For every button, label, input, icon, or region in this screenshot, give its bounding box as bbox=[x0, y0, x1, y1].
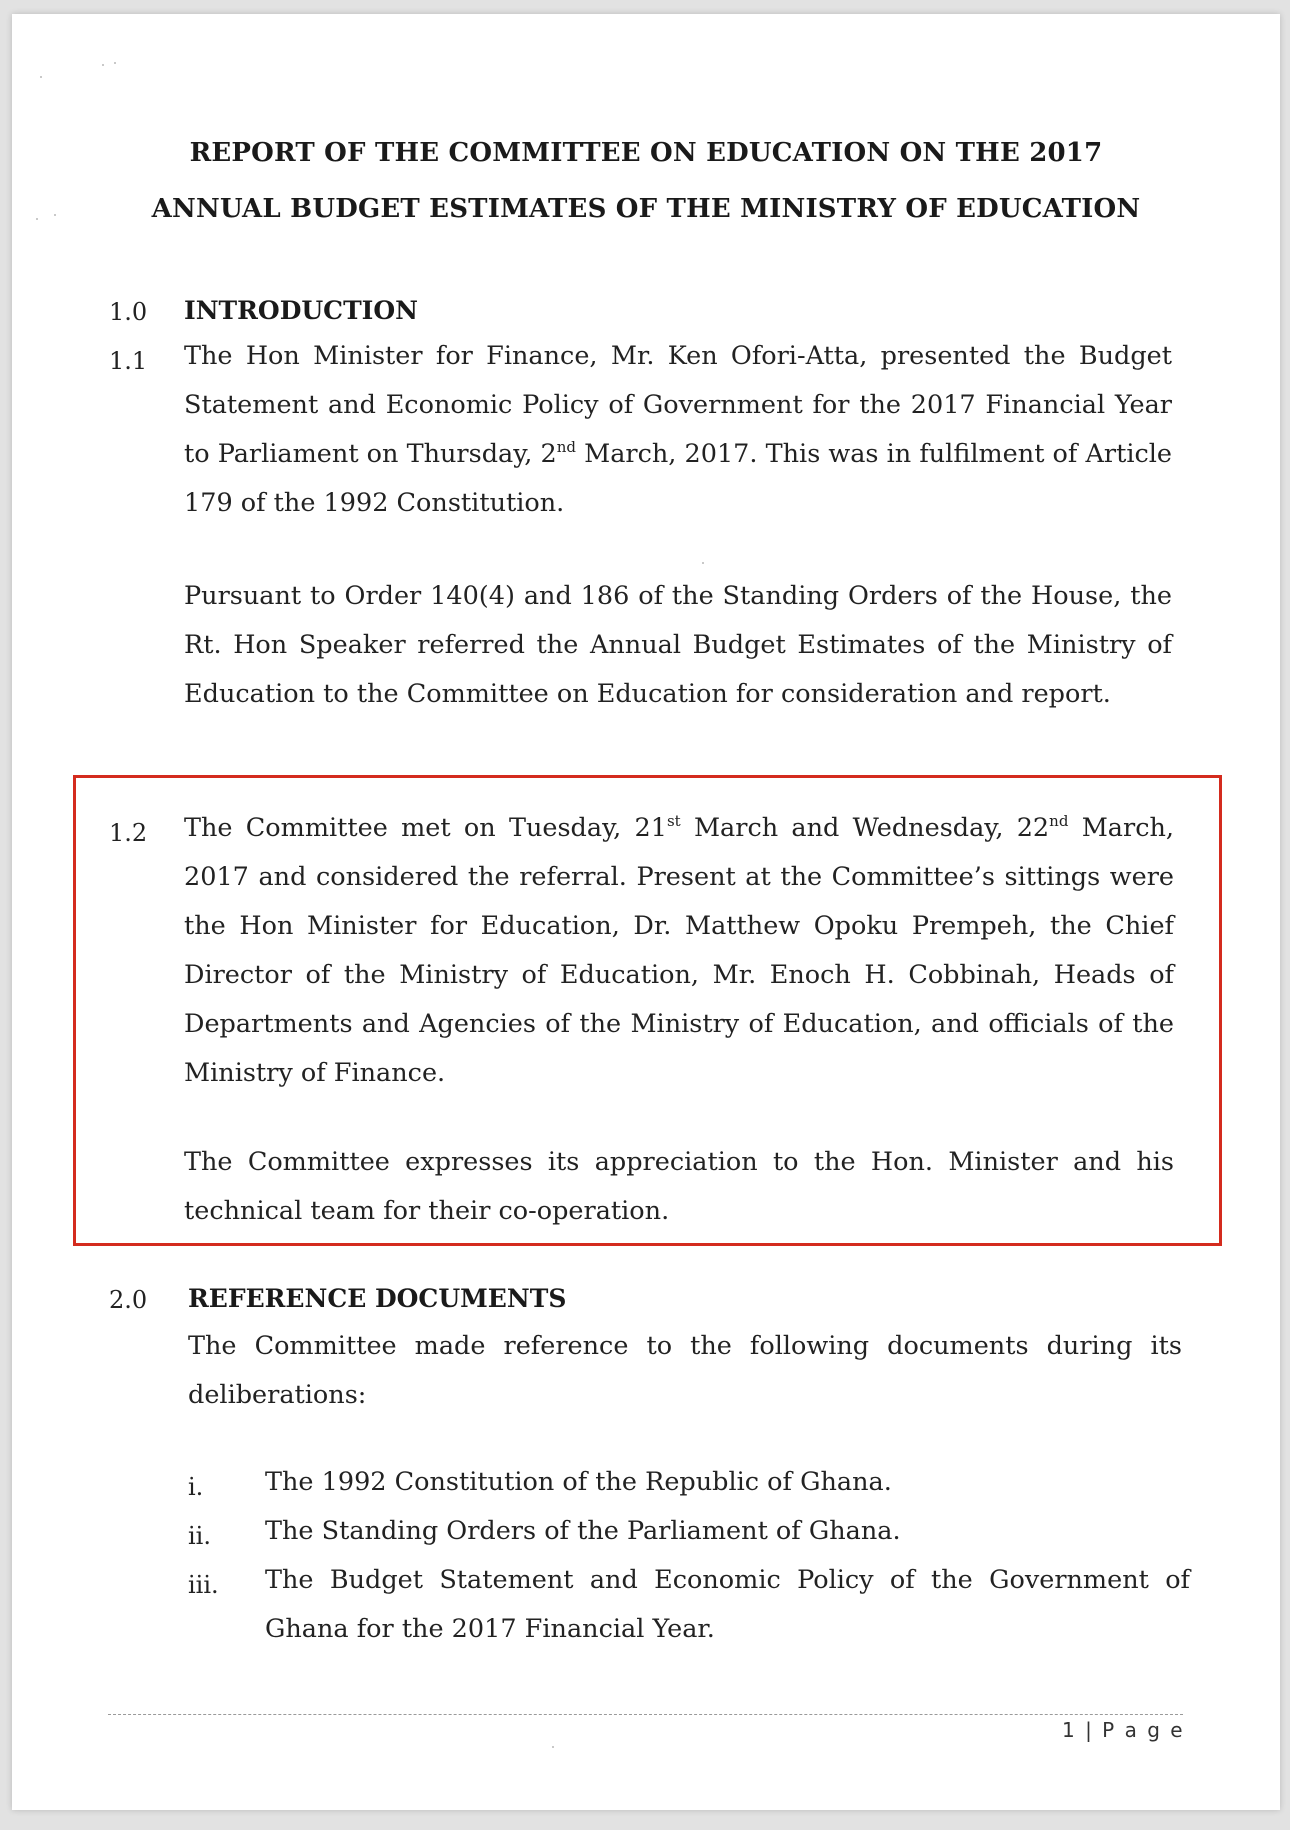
superscript: st bbox=[666, 812, 681, 830]
section-number-1-1: 1.1 bbox=[109, 347, 148, 375]
scan-speck bbox=[102, 64, 104, 66]
superscript: nd bbox=[556, 438, 576, 456]
paragraph-text bbox=[184, 804, 1174, 1098]
text-run: The Committee met on Tuesday, 21 bbox=[184, 813, 667, 843]
scan-speck bbox=[702, 562, 704, 564]
section-1-1-body bbox=[184, 332, 1172, 528]
paragraph-referral bbox=[184, 572, 1172, 719]
superscript: nd bbox=[1049, 812, 1069, 830]
document-title-line-2: ANNUAL BUDGET ESTIMATES OF THE MINISTRY OF EDUCATION bbox=[151, 194, 1141, 224]
list-marker-i: i. bbox=[188, 1473, 204, 1501]
section-number-1-2: 1.2 bbox=[109, 819, 148, 847]
paragraph-reference-intro bbox=[188, 1322, 1182, 1420]
list-marker-iii: iii. bbox=[188, 1571, 219, 1599]
text-run: March, 2017. This was in fulfilment of Article 179 of the 1992 Constitution. bbox=[184, 439, 1172, 518]
text-run: March and Wednesday, 22 bbox=[680, 813, 1050, 843]
paragraph-budget-presentation bbox=[184, 332, 1172, 528]
paragraph-text: The Committee made reference to the following documents during its deliberations: bbox=[188, 1331, 1182, 1410]
list-marker-ii: ii. bbox=[188, 1522, 211, 1550]
paragraph-appreciation bbox=[184, 1138, 1174, 1236]
list-item: The 1992 Constitution of the Republic of Ghana. bbox=[265, 1467, 892, 1497]
scan-speck bbox=[114, 62, 116, 64]
section-heading-reference-documents: REFERENCE DOCUMENTS bbox=[188, 1284, 567, 1313]
page-number: 1 | P a g e bbox=[1062, 1718, 1185, 1742]
text-run: March, 2017 and considered the referral. Present at the Committee’s sittings were the Hon Minister for Education, Dr. Matthew Opoku Prempeh, the Chief Director of the Ministry of Education, Mr. Enoch H. Cobbinah, Heads of Departments and Agencies of the Ministry of Education, and officials of the Ministry of Finance. bbox=[184, 813, 1175, 1088]
footer-divider bbox=[108, 1714, 1183, 1715]
list-item: The Standing Orders of the Parliament of Ghana. bbox=[265, 1516, 901, 1546]
scan-speck bbox=[552, 1746, 554, 1748]
paragraph-text: The Committee expresses its appreciation to the Hon. Minister and his technical team for their co-operation. bbox=[184, 1147, 1174, 1226]
scan-speck bbox=[40, 76, 42, 78]
section-heading-introduction: INTRODUCTION bbox=[184, 296, 419, 325]
section-number-2-0: 2.0 bbox=[109, 1286, 148, 1314]
section-number-1-0: 1.0 bbox=[109, 298, 148, 326]
paragraph-text: Pursuant to Order 140(4) and 186 of the Standing Orders of the House, the Rt. Hon Speaker referred the Annual Budget Estimates of the Ministry of Education to the Committee on Education for consideration and report. bbox=[184, 581, 1172, 709]
list-item: The Budget Statement and Economic Policy of the Government of Ghana for the 2017 Financial Year. bbox=[265, 1565, 1190, 1644]
paragraph-committee-meeting bbox=[184, 804, 1174, 1098]
text-run: The Hon Minister for Finance, Mr. Ken Ofori-Atta, presented the Budget Statement and Economic Policy of Government for the 2017 Financial Year to Parliament on Thursday, 2 bbox=[184, 341, 1172, 469]
document-page bbox=[12, 14, 1280, 1810]
document-title-line-1: REPORT OF THE COMMITTEE ON EDUCATION ON THE 2017 bbox=[189, 138, 1103, 168]
